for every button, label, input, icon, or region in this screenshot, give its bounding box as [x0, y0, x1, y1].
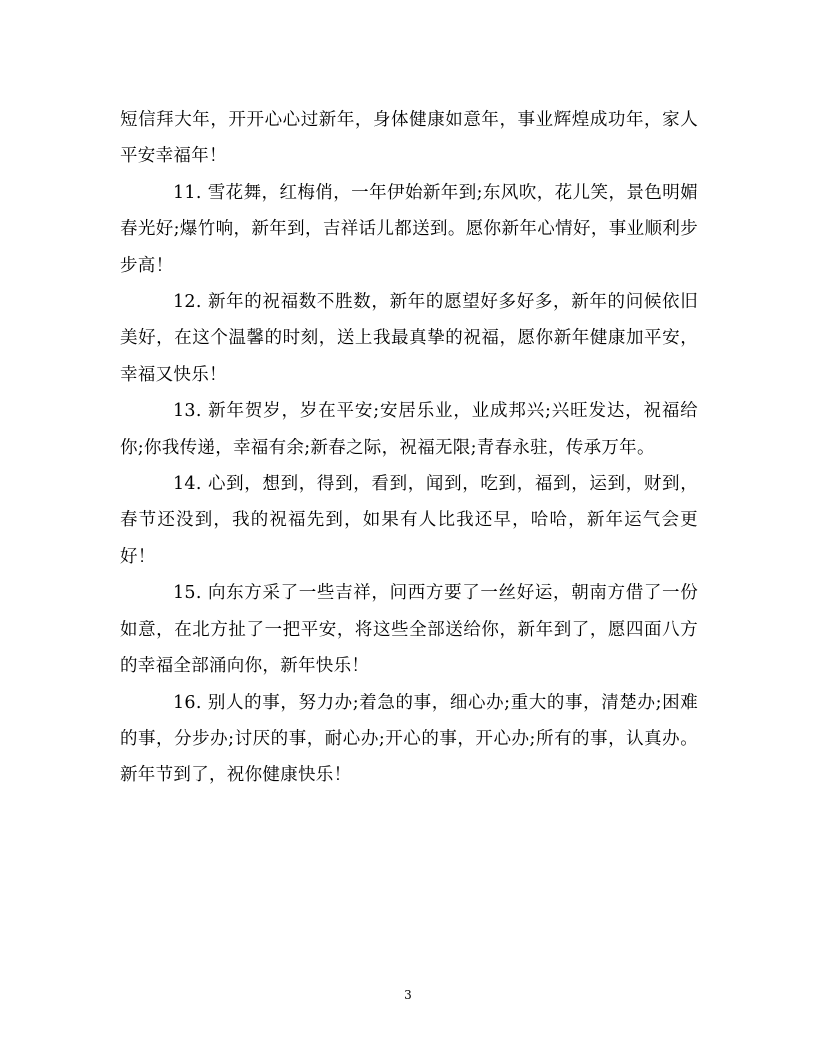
greeting-item-13: 13. 新年贺岁，岁在平安;安居乐业，业成邦兴;兴旺发达，祝福给你;你我传递，幸福有余;新春之际，祝福无限;青春永驻，传承万年。 [120, 401, 698, 458]
greeting-item-12: 12. 新年的祝福数不胜数，新年的愿望好多好多，新年的问候依旧美好，在这个温馨的时刻，送上我最真挚的祝福，愿你新年健康加平安，幸福又快乐！ [120, 292, 698, 385]
greeting-item-11: 11. 雪花舞，红梅俏，一年伊始新年到;东风吹，花儿笑，景色明媚春光好;爆竹响，新年到，吉祥话儿都送到。愿你新年心情好，事业顺利步步高！ [120, 182, 698, 276]
greeting-item-15: 15. 向东方采了一些吉祥，问西方要了一丝好运，朝南方借了一份如意，在北方扯了一把平安，将这些全部送给你，新年到了，愿四面八方的幸福全部涌向你，新年快乐！ [120, 583, 698, 677]
paragraph-continuation: 短信拜大年，开开心心过新年，身体健康如意年，事业辉煌成功年，家人平安幸福年！ [120, 110, 698, 167]
page-number: 3 [404, 988, 412, 1002]
greeting-item-16: 16. 别人的事，努力办;着急的事，细心办;重大的事，清楚办;困难的事，分步办;讨厌的事，耐心办;开心的事，开心办;所有的事，认真办。新年节到了，祝你健康快乐！ [120, 692, 698, 786]
document-body [120, 102, 698, 794]
greeting-item-14: 14. 心到，想到，得到，看到，闻到，吃到，福到，运到，财到，春节还没到，我的祝福先到，如果有人比我还早，哈哈，新年运气会更好！ [120, 474, 698, 567]
